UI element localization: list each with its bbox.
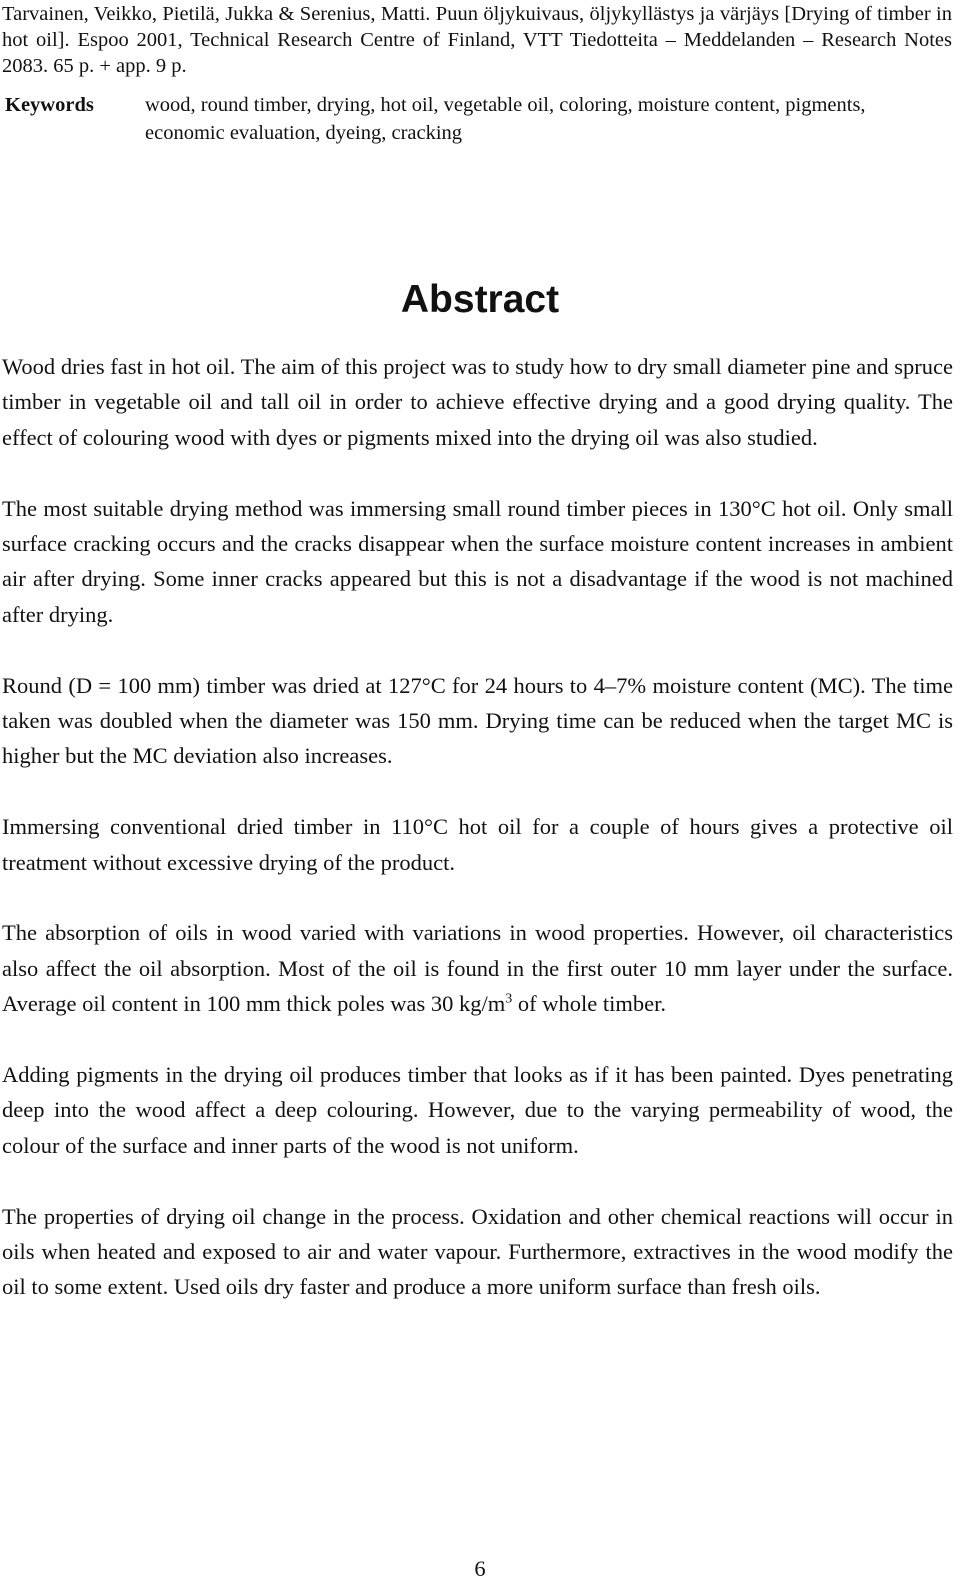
cubic-superscript: 3	[505, 991, 513, 1007]
abstract-body	[2, 349, 953, 1305]
paragraph-5-tail: of whole timber.	[512, 991, 666, 1017]
citation-block: Tarvainen, Veikko, Pietilä, Jukka & Serenius, Matti. Puun öljykuivaus, öljykyllästys ja värjäys [Drying of timber in hot oil]. Espoo 2001, Technical Research Centre of Finland, VTT Tiedotteita – Meddelanden – Research Notes 2083. 65 p. + app. 9 p.	[2, 3, 952, 77]
abstract-title: Abstract	[400, 278, 560, 321]
abstract-paragraph-3: Round (D = 100 mm) timber was dried at 127°C for 24 hours to 4–7% moisture content (MC). The time taken was doubled when the diameter was 150 mm. Drying time can be reduced when the target MC is higher but the MC deviation also increases.	[2, 672, 953, 769]
abstract-paragraph-5	[2, 915, 953, 1021]
page-number: 6	[474, 1556, 486, 1581]
abstract-paragraph-7: The properties of drying oil change in the process. Oxidation and other chemical reactions will occur in oils when heated and exposed to air and water vapour. Furthermore, extractives in the wood modify the oil to some extent. Used oils dry faster and produce a more uniform surface than fresh oils.	[2, 1203, 953, 1300]
abstract-paragraph-2: The most suitable drying method was immersing small round timber pieces in 130°C hot oil. Only small surface cracking occurs and the cracks disappear when the surface moisture content increases in ambient air after drying. Some inner cracks appeared but this is not a disadvantage if the wood is not machined after drying.	[2, 495, 953, 627]
paragraph-5-text: The absorption of oils in wood varied with variations in wood properties. However, oil characteristics also affect the oil absorption. Most of the oil is found in the first outer 10 mm layer under the surface. Average oil content in 100 mm thick poles was 30 kg/m	[2, 920, 953, 1017]
abstract-paragraph-4: Immersing conventional dried timber in 110°C hot oil for a couple of hours gives a protective oil treatment without excessive drying of the product.	[2, 814, 953, 875]
abstract-paragraph-1: Wood dries fast in hot oil. The aim of this project was to study how to dry small diameter pine and spruce timber in vegetable oil and tall oil in order to achieve effective drying and a good drying quality. The effect of colouring wood with dyes or pigments mixed into the drying oil was also studied.	[2, 354, 953, 450]
keywords-label: Keywords	[5, 94, 94, 116]
abstract-paragraph-6: Adding pigments in the drying oil produces timber that looks as if it has been painted. Dyes penetrating deep into the wood affect a deep colouring. However, due to the varying permeability of wood, the colour of the surface and inner parts of the wood is not uniform.	[2, 1062, 953, 1158]
keywords-text: wood, round timber, drying, hot oil, vegetable oil, coloring, moisture content, pigments, economic evaluation, dyeing, cracking	[145, 94, 866, 144]
